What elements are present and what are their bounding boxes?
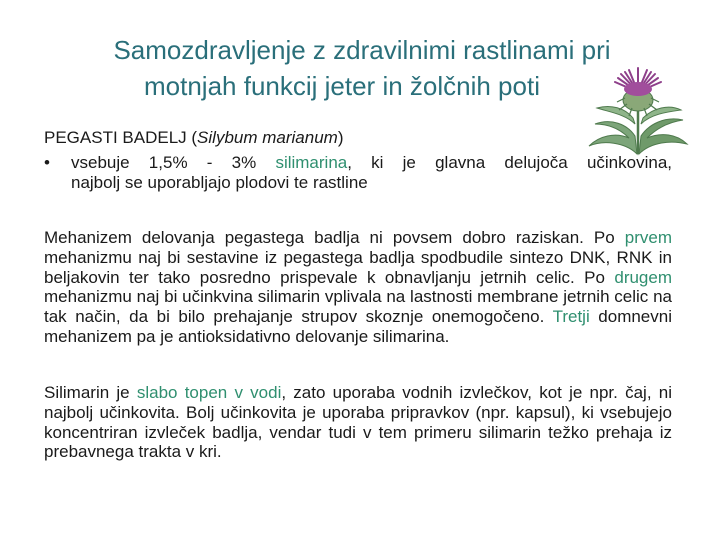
title-line-2: motnjah funkcij jeter in žolčnih poti [144,71,540,101]
paragraph-solubility [44,383,672,462]
p1-highlight-first: prvem [624,228,672,247]
heading-close: ) [337,128,344,147]
paragraph-mechanism [44,228,672,347]
bullet-line-2: najbolj se uporabljajo plodovi te rastline [71,173,368,192]
p1-highlight-second: drugem [614,267,672,287]
milk-thistle-icon [585,62,691,158]
p1-text-g: domnevni mehanizem pa je antioksidativno delovanje silimarina. [44,307,672,346]
title-line-1: Samozdravljenje z zdravilnimi rastlinami pri [113,35,611,65]
p1-highlight-third: Tretji [552,307,590,327]
plant-heading [44,127,343,149]
p2-highlight: slabo topen v vodi [136,383,282,402]
heading-name: PEGASTI BADELJ ( [44,128,198,147]
bullet-symbol: • [44,153,50,172]
p1-text-c: mehanizmu naj bi sestavine iz pegastega badlja spodbudile sintezo DNK, RNK in beljakovin ter tako posredno prispevale k obnavljanju jetrnih celic. Po [44,247,672,287]
p1-text-a: Mehanizem delovanja pegastega badlja ni povsem dobro raziskan. Po [44,228,625,247]
p1-text-e: mehanizmu naj bi učinkvina silimarin vplivala na lastnosti membrane jetrnih celic na tak način, da bi bilo prehajanje strupov skoznje onemogočeno. [44,287,672,327]
p2-text-a: Silimarin je [44,383,137,402]
bullet-text-c: , ki je glavna delujoča učinkovina, [347,153,673,172]
bullet-item [44,153,672,193]
heading-latin-name: Silybum marianum [197,128,338,147]
slide-title [52,32,672,104]
p2-text-c: , zato uporaba vodnih izvlečkov, kot je npr. čaj, ni najbolj učinkovita. Bolj učinkovita je uporaba pripravkov (npr. kapsul), ki vsebujejo koncentriran izvleček badlja, vendar tudi v tem primeru silimarin težko prehaja iz prebavnega trakta v kri. [44,383,672,462]
bullet-highlight: silimarina [275,153,348,172]
bullet-line-1 [71,153,672,173]
bullet-text-a: vsebuje 1,5% - 3% [71,153,276,172]
